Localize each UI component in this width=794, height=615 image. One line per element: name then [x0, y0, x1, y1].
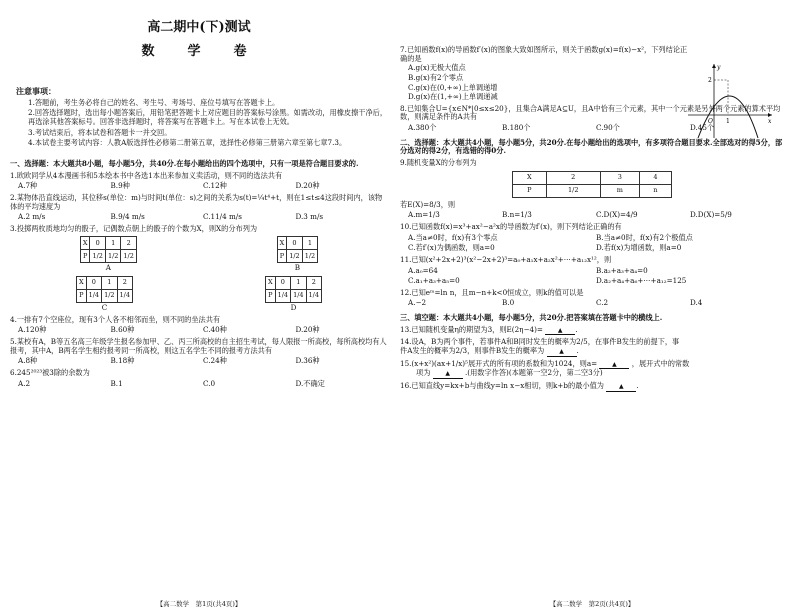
option: D.若f(x)为增函数，则a=0 — [596, 243, 682, 253]
notice-item: 2.回答选择题时，选出每小题答案后，用铅笔把答题卡上对应题目的答案标号涂黑。如需改动，用橡皮擦干净后，再选涂其他答案标号。回答非选择题时，将答案写在答题卡上。写在本试卷上无效。 — [28, 108, 388, 127]
cell: 1/2 — [90, 250, 105, 263]
cell: 1/2 — [546, 184, 600, 197]
question-12-options — [408, 299, 784, 308]
cell: 0 — [275, 277, 290, 290]
notice-item: 4.本试卷主要考试内容：人教A版选择性必修第二册第五章，选择性必修第三册第六章至第七章7.3。 — [28, 138, 347, 148]
dist-table-d — [265, 276, 322, 313]
blank-mark-icon: ▲ — [557, 326, 563, 334]
option: C.12种 — [203, 181, 227, 191]
cell: 1/2 — [102, 290, 117, 303]
option: A.−2 — [408, 298, 427, 308]
x-axis-arrow — [768, 113, 772, 117]
option: B.当a≠0时，f(x)有2个极值点 — [596, 232, 693, 242]
cell: 0 — [287, 237, 302, 250]
cell: 2 — [306, 277, 321, 290]
cell: P — [265, 290, 275, 303]
option: B.9种 — [110, 181, 130, 191]
cell: 0 — [86, 277, 101, 290]
option: D.不确定 — [295, 378, 325, 388]
option: B.60种 — [110, 325, 135, 335]
question-15-text: .(用数字作答)(本题第一空2分，第二空3分) — [464, 368, 603, 378]
question-1-options — [18, 182, 388, 191]
cell: P — [277, 250, 287, 263]
question-9-options — [408, 211, 784, 220]
question-14 — [400, 338, 784, 356]
notice-list — [28, 99, 388, 148]
cell: n — [639, 184, 671, 197]
question-15-line2 — [416, 369, 784, 379]
blank-mark-icon: ▲ — [618, 382, 624, 390]
question-5: 5.某校有A，B等五名高三年级学生报名参加甲、乙、丙三所高校的自主招生考试，每人限报一所高校，每所高校均有人报考，其中A，B两名学生相约报考同一所高校，则这五名学生不同的报考方法共有 — [10, 337, 387, 355]
cell: 1 — [302, 237, 317, 250]
cell: X — [80, 237, 90, 250]
notice-heading: 注意事项： — [16, 86, 56, 97]
question-13: 13.已知随机变量η的期望为3，则E(2η−4)= ▲ . — [400, 324, 578, 334]
table-label: D — [290, 303, 297, 313]
option: B.n=1/3 — [502, 210, 532, 220]
notice-item: 3.考试结束后，将本试卷和答题卡一并交回。 — [28, 127, 172, 137]
question-16-text: 16.已知直线y=kx+b与曲线y=ln x−x相切，则k+b的最小值为 — [400, 380, 604, 390]
option: D.4 — [690, 298, 703, 308]
option: C.90个 — [596, 123, 620, 133]
option: C.2 — [596, 298, 609, 308]
cell: 1 — [105, 237, 120, 250]
distribution-table — [80, 236, 137, 263]
cell: 1/4 — [275, 290, 290, 303]
exam-title: 高二期中(下)测试 — [147, 20, 251, 35]
question-16: 16.已知直线y=kx+b与曲线y=ln x−x相切，则k+b的最小值为 ▲ . — [400, 380, 639, 390]
table-label: A — [105, 263, 111, 273]
graph-label-two: 2 — [708, 77, 712, 84]
question-10-options-1 — [408, 234, 784, 243]
option: A.380个 — [408, 123, 437, 133]
distribution-table — [512, 171, 672, 198]
question-3: 3.投掷两枚质地均匀的骰子，记偶数点朝上的骰子的个数为X，则X的分布列为 — [10, 223, 258, 233]
graph-label-origin: O — [708, 118, 713, 125]
option: C.0 — [203, 378, 216, 388]
cell: X — [277, 237, 287, 250]
derivative-graph — [684, 60, 776, 140]
option: A.120种 — [18, 325, 47, 335]
cell: 0 — [90, 237, 105, 250]
answer-blank — [606, 382, 636, 392]
option: B.18种 — [110, 356, 135, 366]
question-15-text: 项为 — [416, 368, 431, 378]
cell: 1/2 — [302, 250, 317, 263]
left-column — [10, 0, 388, 615]
question-9-condition: 若E(X)=8/3，则 — [400, 199, 456, 209]
cell: X — [513, 171, 547, 184]
question-2: 2.某物体沿直线运动，其位移s(单位：m)与时间t(单位：s)之间的关系为s(t)=¼t⁴+t，则在1≤t≤4这段时间内，该物体的平均速度为 — [10, 192, 383, 211]
question-9-table-wrap — [400, 171, 784, 198]
question-10: 10.已知函数f(x)=x³+ax²−a²x的导函数为f′(x)，则下列结论正确的有 — [400, 221, 622, 231]
option: A.2 m/s — [18, 212, 46, 222]
option: A.g(x)无极大值点 — [408, 63, 466, 73]
cell: 4 — [639, 171, 671, 184]
cell: X — [265, 277, 275, 290]
option: C.11/4 m/s — [203, 212, 242, 222]
cell: P — [76, 290, 86, 303]
question-9: 9.随机变量X的分布列为 — [400, 158, 477, 168]
option: A.2 — [18, 378, 31, 388]
question-4-options — [18, 326, 388, 335]
dist-table-a — [80, 236, 137, 273]
cell: 1 — [291, 277, 306, 290]
option: B.1 — [110, 378, 123, 388]
option: D.20种 — [295, 325, 320, 335]
distribution-table — [265, 276, 322, 303]
cell: 1/4 — [117, 290, 132, 303]
option: B.9/4 m/s — [110, 212, 145, 222]
cell: 1/2 — [287, 250, 302, 263]
question-15-text: ，展开式中的常数 — [631, 358, 690, 368]
option: C.D(X)=4/9 — [596, 210, 638, 220]
question-4: 4.一排有7个空座位，现有3个人各不相邻而坐，则不同的坐法共有 — [10, 314, 221, 324]
option: B.180个 — [502, 123, 531, 133]
option: A.a₀=64 — [408, 265, 438, 275]
graph-label-one: 1 — [726, 118, 730, 125]
cell: 1/4 — [86, 290, 101, 303]
question-3-tables-row2 — [10, 276, 388, 313]
option: A.m=1/3 — [408, 210, 440, 220]
cell: m — [600, 184, 639, 197]
option: C.若f′(x)为偶函数，则a=0 — [408, 243, 495, 253]
option: C.40种 — [203, 325, 227, 335]
option: C.g(x)在(0,+∞)上单调递增 — [408, 82, 498, 92]
question-1: 1.欧欧同学从4本漫画书和5本绘本书中各选1本出来参加义卖活动，则不同的选法共有 — [10, 170, 283, 180]
option: B.g(x)有2个零点 — [408, 72, 464, 82]
option: C.24种 — [203, 356, 227, 366]
table-label: C — [101, 303, 108, 313]
cell: 2 — [117, 277, 132, 290]
option: D.g(x)在(1,+∞)上单调递减 — [408, 92, 498, 102]
option: B.0 — [502, 298, 515, 308]
cell: 2 — [121, 237, 136, 250]
page-footer: 【高二数学 第1页(共4页)】 — [156, 600, 242, 609]
option: A.8种 — [18, 356, 38, 366]
answer-blank — [547, 347, 577, 357]
page-footer: 【高二数学 第2页(共4页)】 — [549, 600, 635, 609]
option: D.20种 — [295, 181, 320, 191]
answer-blank — [599, 360, 629, 370]
question-15 — [400, 360, 784, 379]
question-6-options — [18, 380, 388, 389]
graph-label-x: x — [768, 118, 772, 125]
question-5-options — [18, 357, 388, 366]
dist-table-b — [277, 236, 319, 273]
option: A.当a≠0时，f(x)有3个零点 — [408, 232, 498, 242]
question-2-options — [18, 213, 388, 222]
question-6: 6.245²⁰²³被3除的余数为 — [10, 367, 90, 377]
option: D.a₂+a₄+a₆+⋯+a₁₂=125 — [596, 276, 687, 286]
cell: 1 — [102, 277, 117, 290]
cell: 2 — [546, 171, 600, 184]
distribution-table — [277, 236, 319, 263]
answer-blank — [545, 326, 575, 336]
section-2-heading: 二、选择题：本大题共4小题，每小题5分，共20分.在每小题给出的选项中，有多项符合题目要求.全部选对的得5分，部分选对的得2分，有选错的得0分. — [400, 137, 783, 156]
option: A.7种 — [18, 181, 38, 191]
option: D.45个 — [690, 123, 715, 133]
question-8: 8.已知集合U={x∈N*|0≤x≤20}，且集合A满足A⊆U，且A中恰有三个元素，其中一个元素是另外两个元素的算术平均数，则满足条件的A共有 — [400, 103, 781, 122]
cell: P — [80, 250, 90, 263]
question-7: 7.已知函数f(x)的导函数f′(x)的图象大致如图所示，则关于函数g(x)=f(x)−x²，下列结论正确的是 — [400, 45, 688, 63]
option: B.a₂+a₃+a₄=0 — [596, 265, 648, 275]
option: D.D(X)=5/9 — [690, 210, 732, 220]
blank-mark-icon: ▲ — [559, 348, 564, 356]
question-11-options-1 — [408, 267, 784, 276]
option: D.3 m/s — [295, 212, 324, 222]
distribution-table — [76, 276, 133, 303]
table-label: B — [294, 263, 301, 273]
question-3-tables-row1 — [10, 236, 388, 273]
y-axis-arrow — [712, 64, 716, 68]
cell: 1/4 — [291, 290, 306, 303]
option: C.a₁+a₃+a₅=0 — [408, 276, 460, 286]
question-15-text: 15.(x+x²)(ax+1/x)⁵展开式的所有项的系数和为1024，则a= — [400, 358, 598, 368]
option: D.36种 — [295, 356, 320, 366]
exam-subtitle: 数 学 卷 — [141, 43, 257, 59]
question-11-options-2 — [408, 277, 784, 286]
question-11: 11.已知(x²+2x+2)³(x²−2x+2)³=a₀+a₁x+a₂x²+⋯+a₁₂x¹²，则 — [400, 254, 612, 264]
dist-table-c — [76, 276, 133, 313]
graph-label-y: y — [717, 64, 721, 71]
cell: P — [513, 184, 547, 197]
notice-item: 1.答题前，考生务必将自己的姓名、考生号、考场号、座位号填写在答题卡上。 — [28, 97, 280, 107]
question-13-text: 13.已知随机变量η的期望为3，则E(2η−4)= — [400, 324, 543, 334]
right-column — [400, 0, 784, 615]
question-14-line1: 14.设A，B为两个事件，若事件A和B同时发生的概率为2/5，在事件B发生的前提下，事 — [400, 337, 680, 347]
section-3-heading: 三、填空题：本大题共4小题，每小题5分，共20分.把答案填在答题卡中的横线上. — [400, 313, 663, 323]
blank-mark-icon: ▲ — [612, 360, 617, 368]
section-1-heading: 一、选择题：本大题共8小题，每小题5分，共40分.在每小题给出的四个选项中，只有一项是符合题目要求的. — [10, 158, 359, 168]
question-14-text: 件A发生的概率为2/3，则事件B发生的概率为 — [400, 346, 545, 356]
question-10-options-2 — [408, 244, 784, 253]
cell: X — [76, 277, 86, 290]
question-14-line2: 件A发生的概率为2/3，则事件B发生的概率为 ▲ . — [400, 346, 579, 356]
question-12: 12.已知eᵐ=ln n，且m−n+k<0恒成立，则k的值可以是 — [400, 287, 584, 297]
answer-blank — [433, 369, 463, 379]
cell: 1/2 — [105, 250, 120, 263]
cell: 1/4 — [306, 290, 321, 303]
cell: 3 — [600, 171, 639, 184]
cell: 1/2 — [121, 250, 136, 263]
blank-mark-icon: ▲ — [445, 370, 450, 378]
